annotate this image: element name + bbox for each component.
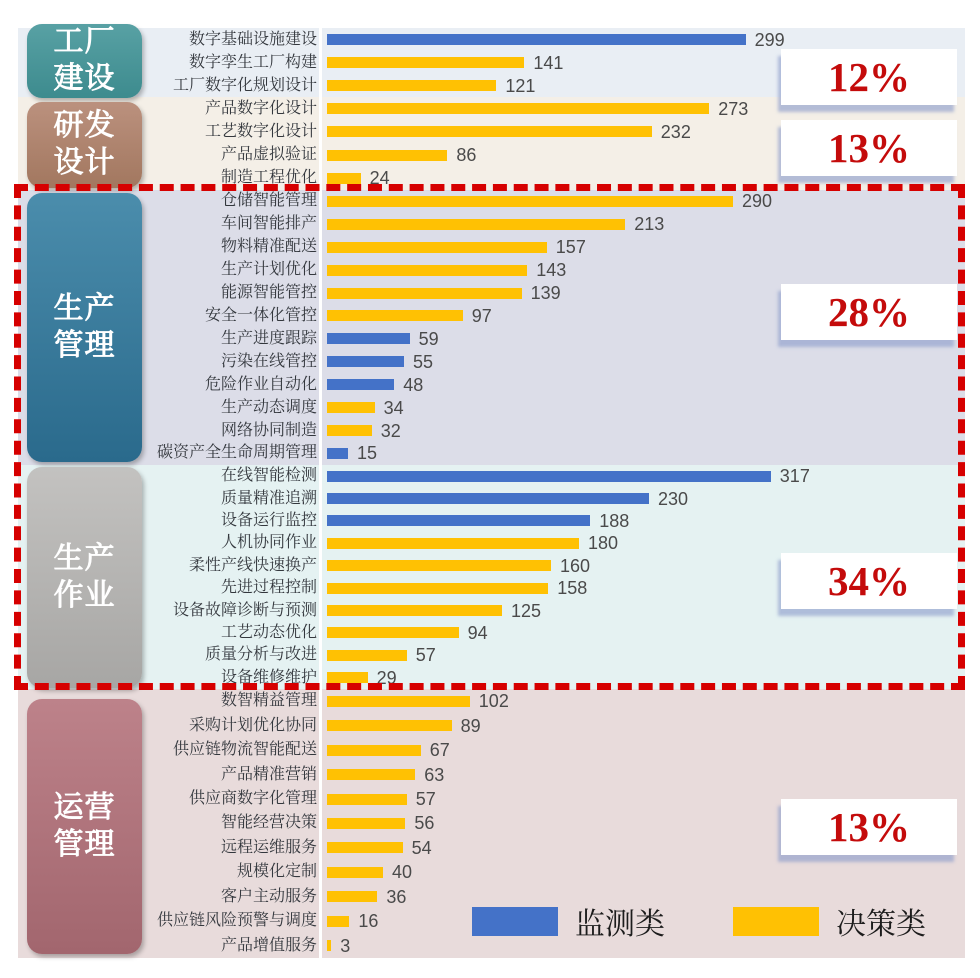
bar [327,80,496,91]
row-label: 安全一体化管控 [204,306,317,324]
bar [327,720,452,731]
bar [327,493,649,504]
bar [327,356,404,367]
row-label: 工艺数字化设计 [204,122,317,140]
bar-value-label: 86 [456,145,477,166]
bar [327,605,502,616]
bar-value-label: 63 [424,764,445,785]
category-label-box-2 [27,193,142,462]
category-label-box-3 [27,467,142,688]
row-label: 碳资产全生命周期管理 [156,444,317,462]
category-label-text: 管理 [53,328,116,362]
bar-value-label: 55 [413,351,434,372]
row-label: 生产进度跟踪 [220,329,317,347]
category-label-text: 管理 [53,827,116,861]
bar-value-label: 67 [429,740,450,761]
legend-label-decision: 决策类 [836,908,926,941]
bar-row [18,31,965,49]
axis-baseline [319,28,322,958]
bar-value-label: 15 [357,443,378,464]
bar [327,126,652,137]
bar-value-label: 16 [358,911,379,932]
bar [327,867,383,878]
bar [327,769,415,780]
row-label: 产品虚拟验证 [220,146,317,164]
percent-value: 13% [828,803,910,850]
row-label: 工艺动态优化 [220,623,317,641]
category-label-text: 运营 [53,790,116,824]
row-label: 质量精准追溯 [220,489,317,507]
percent-badge-0 [781,49,957,105]
category-label-text: 建设 [53,62,116,95]
bar-value-label: 57 [415,789,436,810]
percent-value: 34% [828,557,910,604]
row-label: 仓储智能管理 [220,192,317,210]
bar-value-label: 24 [369,168,390,189]
row-label: 供应链风险预警与调度 [156,912,317,930]
bar-value-label: 188 [599,510,630,531]
bar-value-label: 89 [460,715,481,736]
bar [327,173,361,184]
row-label: 制造工程优化 [220,169,317,187]
bar [327,333,410,344]
row-label: 设备运行监控 [220,511,317,529]
row-label: 质量分析与改进 [204,646,317,664]
bar-value-label: 56 [414,813,435,834]
bar [327,310,463,321]
row-label: 远程运维服务 [220,838,317,856]
row-label: 先进过程控制 [220,579,317,597]
legend-label-monitoring: 监测类 [575,908,665,941]
bar-row [18,490,965,508]
bar-value-label: 34 [383,397,404,418]
bar [327,242,547,253]
bar-row [18,534,965,552]
bar [327,402,375,413]
row-label: 产品增值服务 [220,936,317,954]
bar-row [18,261,965,279]
bar-value-label: 29 [376,667,397,688]
percent-value: 13% [828,124,910,171]
row-label: 供应商数字化管理 [188,790,317,808]
bar-value-label: 299 [754,29,785,50]
bar-row [18,624,965,642]
bar-value-label: 160 [560,555,591,576]
row-label: 物料精准配送 [220,238,317,256]
legend-item-decision [733,899,926,943]
bar-value-label: 54 [411,837,432,858]
bar-value-label: 32 [380,420,401,441]
bar-row [18,215,965,233]
row-label: 人机协同作业 [220,534,317,552]
bar-row [18,422,965,440]
category-label-box-1 [27,102,142,188]
row-label: 设备维修维护 [220,668,317,686]
row-label: 规模化定制 [236,863,317,881]
bar-value-label: 232 [660,121,691,142]
legend [472,901,926,941]
bar-value-label: 213 [634,214,665,235]
percent-badge-1 [781,120,957,176]
bar-value-label: 97 [471,305,492,326]
bar-row [18,238,965,256]
bar-value-label: 290 [742,191,773,212]
row-label: 生产动态调度 [220,398,317,416]
bar-row [18,399,965,417]
bar [327,471,771,482]
bar-row [18,669,965,687]
bar [327,916,349,927]
bar [327,150,447,161]
percent-badge-4 [781,799,957,855]
row-label: 在线智能检测 [220,467,317,485]
bar-value-label: 3 [340,935,351,956]
bar-value-label: 40 [392,862,413,883]
bar-value-label: 94 [467,622,488,643]
bar [327,288,522,299]
bar-value-label: 102 [478,691,509,712]
bar-value-label: 36 [386,886,407,907]
bar-row [18,766,965,784]
row-label: 数字基础设施建设 [188,30,317,48]
category-label-box-0 [27,24,142,98]
category-label-text: 研发 [53,109,116,143]
bar [327,842,403,853]
bar [327,940,331,951]
bar-value-label: 141 [533,52,564,73]
row-label: 车间智能排产 [220,215,317,233]
bar-value-label: 230 [658,488,689,509]
category-label-text: 设计 [53,146,116,179]
bar-row [18,646,965,664]
bar [327,196,733,207]
category-label-box-4 [27,699,142,954]
percent-badge-2 [781,284,957,340]
bar [327,57,524,68]
bar [327,891,377,902]
legend-item-monitoring [472,899,665,943]
bar-row [18,692,965,710]
bar [327,745,421,756]
bar-value-label: 57 [415,645,436,666]
row-label: 网络协同制造 [220,421,317,439]
row-label: 设备故障诊断与预测 [172,601,317,619]
bar-value-label: 121 [505,75,536,96]
row-label: 数智精益管理 [220,692,317,710]
bar-value-label: 158 [557,578,588,599]
category-label-text: 生产 [53,291,116,325]
row-label: 产品精准营销 [220,765,317,783]
bar-row [18,863,965,881]
row-label: 能源智能管控 [220,284,317,302]
category-label-text: 作业 [53,578,116,612]
legend-swatch-decision-icon [733,907,819,936]
bar-value-label: 317 [779,466,810,487]
bar [327,448,348,459]
bar-value-label: 125 [511,600,542,621]
bar [327,560,551,571]
category-label-text: 生产 [53,541,116,575]
bar [327,34,746,45]
percent-badge-3 [781,553,957,609]
bar [327,627,459,638]
bar [327,103,709,114]
bar-row [18,717,965,735]
percent-value: 28% [828,288,910,335]
row-label: 智能经营决策 [220,814,317,832]
bar-value-label: 157 [555,237,586,258]
bar [327,696,470,707]
category-label-text: 工厂 [53,25,116,59]
bar [327,379,394,390]
bar [327,650,407,661]
row-label: 产品数字化设计 [204,99,317,117]
bar [327,219,625,230]
row-label: 工厂数字化规划设计 [172,76,317,94]
bar-value-label: 139 [530,283,561,304]
bar [327,794,407,805]
row-label: 危险作业自动化 [204,375,317,393]
percent-value: 12% [828,53,910,100]
bar-row [18,467,965,485]
bar [327,265,527,276]
bar-row [18,512,965,530]
bar-value-label: 180 [588,533,619,554]
bar-row [18,741,965,759]
row-label: 数字孪生工厂构建 [188,53,317,71]
row-label: 污染在线管控 [220,352,317,370]
row-label: 采购计划优化协同 [188,716,317,734]
bar-value-label: 48 [403,374,424,395]
bar [327,515,590,526]
bar [327,818,405,829]
row-label: 客户主动服务 [220,887,317,905]
bar [327,425,372,436]
bar [327,672,368,683]
bar-value-label: 273 [718,98,749,119]
row-label: 生产计划优化 [220,261,317,279]
bar-row [18,192,965,210]
bar-row [18,353,965,371]
row-label: 柔性产线快速换产 [188,556,317,574]
bar-row [18,444,965,462]
bar [327,538,579,549]
bar [327,583,548,594]
legend-swatch-monitoring-icon [472,907,558,936]
bar-value-label: 143 [536,260,567,281]
bar-row [18,376,965,394]
bar-value-label: 59 [418,328,439,349]
row-label: 供应链物流智能配送 [172,741,317,759]
